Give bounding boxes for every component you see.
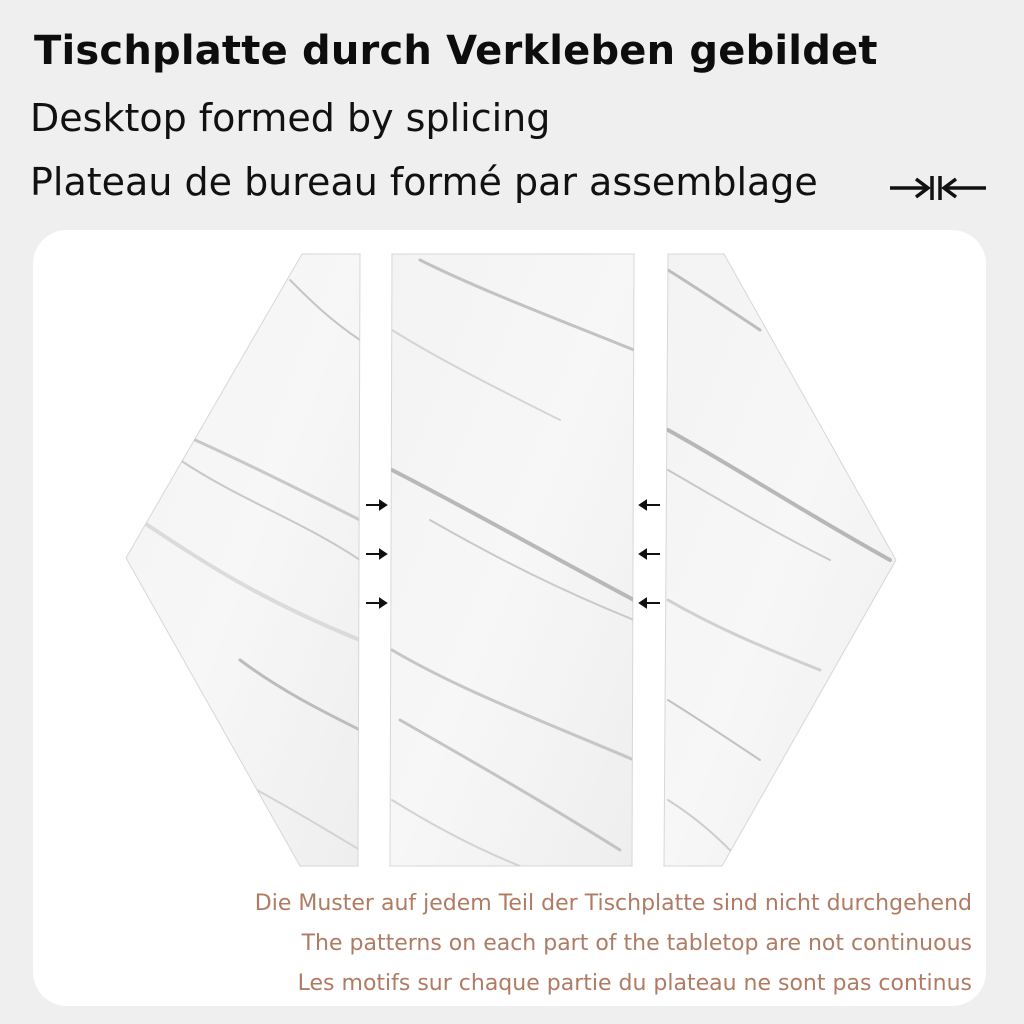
note-english: The patterns on each part of the tabletop are not continuous <box>301 931 972 956</box>
arrow-left-icon <box>640 501 660 607</box>
subtitle-english: Desktop formed by splicing <box>30 96 551 140</box>
subtitle-french: Plateau de bureau formé par assemblage <box>30 160 818 204</box>
arrow-right-icon <box>366 501 386 607</box>
page-title: Tischplatte durch Verkleben gebildet <box>34 28 878 74</box>
note-french: Les motifs sur chaque partie du plateau ne sont pas continus <box>297 971 972 996</box>
center-rectangle-marble-piece <box>390 254 634 866</box>
note-german: Die Muster auf jedem Teil der Tischplatte sind nicht durchgehend <box>254 891 972 916</box>
left-trapezoid-marble-piece <box>126 254 360 866</box>
right-trapezoid-marble-piece <box>664 254 896 866</box>
pattern-disclaimer <box>255 884 972 1004</box>
